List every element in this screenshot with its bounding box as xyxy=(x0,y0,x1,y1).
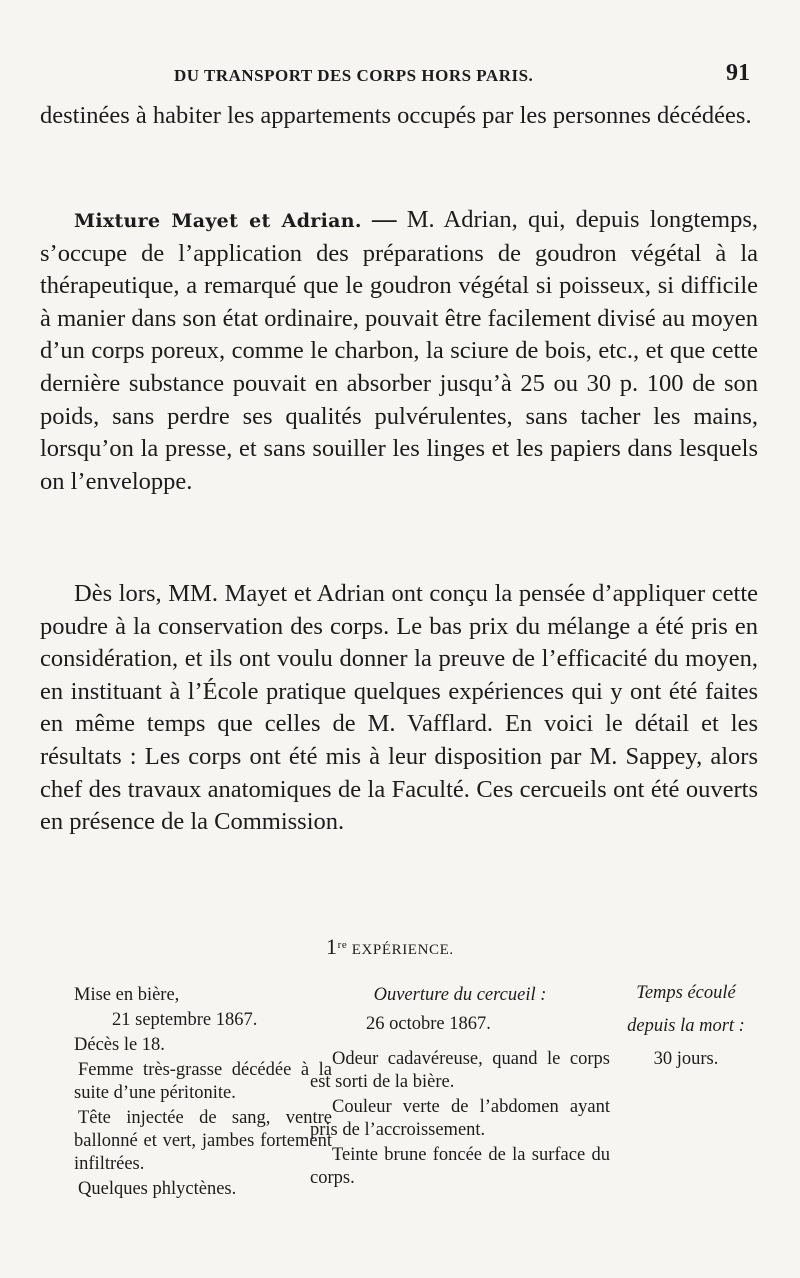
paragraph-mixture-text: M. Adrian, qui, depuis longtemps, s’occupe de l’application des préparations de goudron végétal à la thérapeutique, a remarqué que le goudron végétal si poisseux, si difficile à manier dans son état ordinaire, pouvait être facilement divisé au moyen d’un corps poreux, comme le charbon, la sciure de bois, etc., et que cette dernière substance pouvait en absorber jusqu’à 25 ou 30 p. 100 de son poids, sans perdre ses qualités pulvérulentes, sans tacher les mains, lorsqu’on la presse, et sans souiller les linges et les papiers dans lesquels on l’enveloppe. xyxy=(40,206,759,495)
ouverture-heading: Ouverture du cercueil : xyxy=(373,985,547,1005)
observation-couleur: Couleur verte de l’abdomen ayant pris de l’accroissement. xyxy=(310,1097,610,1140)
observation-teinte: Teinte brune foncée de la surface du corps. xyxy=(310,1145,610,1188)
paragraph-continuation: destinées à habiter les appartements occupés par les personnes décédées. xyxy=(40,102,752,129)
temps-value: 30 jours. xyxy=(653,1049,719,1069)
running-title: DU TRANSPORT DES CORPS HORS PARIS. xyxy=(174,66,534,85)
page-number: 91 xyxy=(726,60,750,86)
experiment-number: 1 xyxy=(326,934,338,959)
book-page xyxy=(40,0,762,1278)
temps-heading-line2: depuis la mort : xyxy=(627,1016,745,1036)
experiment-title xyxy=(326,934,454,960)
mise-en-biere-date: 21 septembre 1867. xyxy=(112,1010,258,1030)
deces-date: Décès le 18. xyxy=(74,1035,165,1055)
ouverture-date: 26 octobre 1867. xyxy=(366,1014,491,1034)
experiment-superscript: re xyxy=(337,939,348,951)
paragraph-experiments: Dès lors, MM. Mayet et Adrian ont conçu la pensée d’appliquer cette poudre à la conservation des corps. Le bas prix du mélange a été pris en considération, et ils ont voulu donner la preuve de l’efficacité du moyen, en instituant à l’École pratique quelques expériences qui y ont été faites en même temps que celles de M. Vafflard. En voici le détail et les résultats : Les corps ont été mis à leur disposition par M. Sappey, alors chef des travaux anatomiques de la Faculté. Ces cercueils ont été ouverts en présence de la Commission. xyxy=(40,580,758,836)
paragraph-mixture xyxy=(40,204,758,498)
experiment-title-text: EXPÉRIENCE. xyxy=(347,942,454,958)
observation-odeur: Odeur cadavéreuse, quand le corps est sorti de la bière. xyxy=(310,1049,610,1092)
heading-dash: — xyxy=(361,206,407,233)
running-head xyxy=(40,60,762,92)
mise-en-biere-label: Mise en bière, xyxy=(74,985,180,1005)
column-mise-en-biere xyxy=(74,984,332,1203)
subject-condition: Tête injectée de sang, ventre ballonné et vert, jambes fortement infiltrées. xyxy=(74,1108,332,1174)
column-ouverture xyxy=(310,984,610,1192)
temps-heading-line1: Temps écoulé xyxy=(636,983,736,1003)
subject-description: Femme très-grasse décédée à la suite d’une péritonite. xyxy=(74,1060,332,1103)
column-temps-ecoule xyxy=(606,982,766,1073)
section-heading: Mixture Mayet et Adrian. xyxy=(74,210,362,232)
subject-phlyctenes: Quelques phlyctènes. xyxy=(78,1179,237,1199)
